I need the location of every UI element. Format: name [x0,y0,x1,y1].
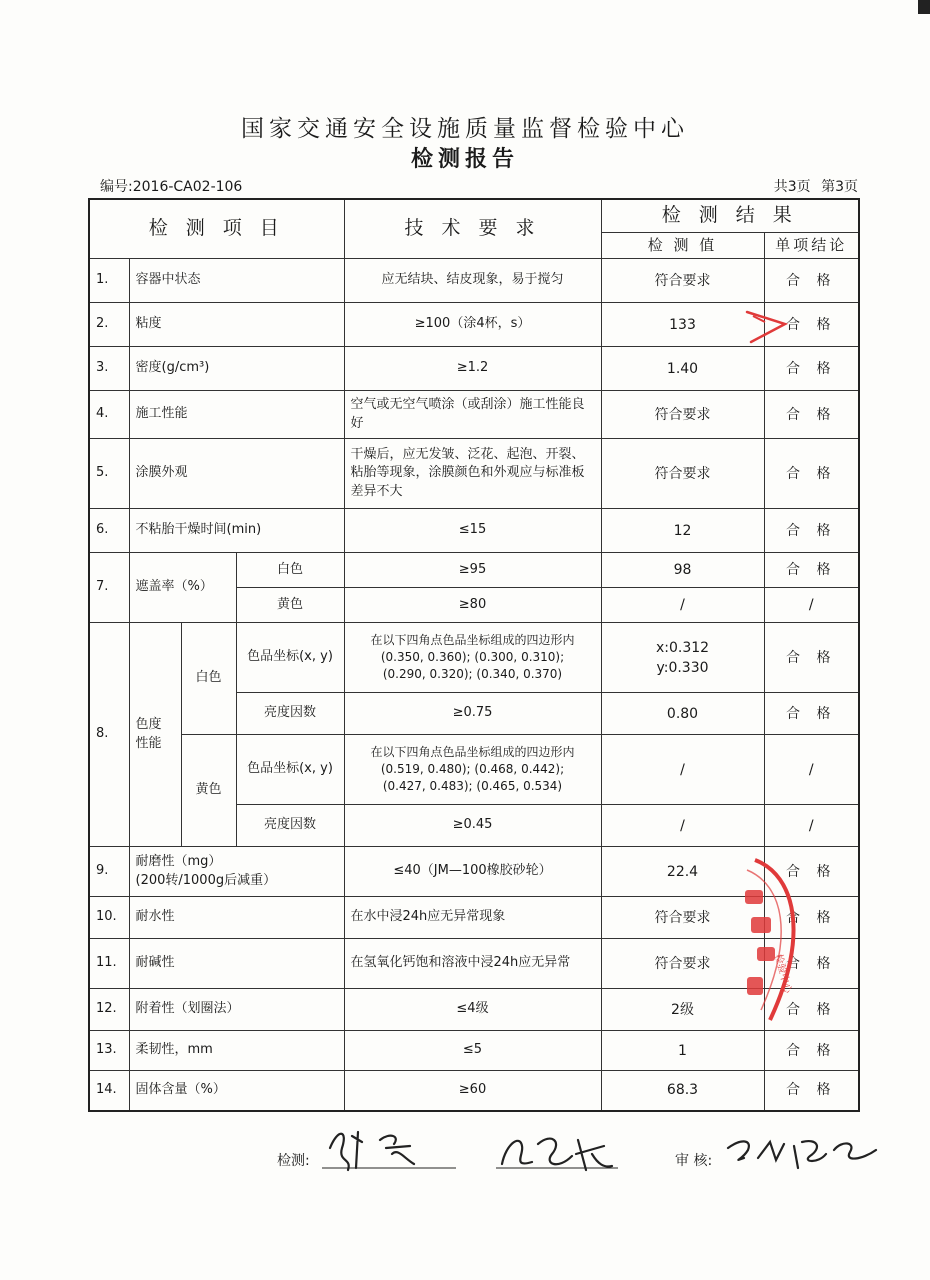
row-requirement: ≥80 [344,588,601,623]
row-no: 10. [89,897,129,939]
row-item-line: 耐磨性（mg） [135,853,222,869]
header-item: 检 测 项 目 [89,199,344,259]
chroma-req-line: 在以下四角点色品坐标组成的四边形内 [370,744,575,759]
row-conclusion: 合 格 [764,847,859,897]
row-value: 符合要求 [601,897,764,939]
sub-label-white: 白色 [236,553,344,588]
row-requirement: 应无结块、结皮现象，易于搅匀 [344,259,601,303]
row-item: 不粘胎干燥时间(min) [129,509,344,553]
stamp-text: 检验中心 [772,952,794,995]
row-item: 柔韧性，mm [129,1031,344,1071]
row-value: 1 [601,1031,764,1071]
luminance-label: 亮度因数 [236,805,344,847]
row-requirement: 在水中浸24h应无异常现象 [344,897,601,939]
chroma-req-line: (0.290, 0.320); (0.340, 0.370) [382,667,563,682]
sub-label-white: 白色 [181,623,236,735]
report-title: 检测报告 [410,147,519,172]
row-conclusion: 合 格 [764,553,859,588]
row-no: 2. [89,303,129,347]
row-conclusion: 合 格 [764,509,859,553]
row-conclusion: 合 格 [764,259,859,303]
row-requirement: 在氢氧化钙饱和溶液中浸24h应无异常 [344,939,601,989]
header-value: 检 测 值 [601,232,764,259]
row-value: 符合要求 [601,439,764,509]
row-conclusion: 合 格 [764,1071,859,1111]
row-requirement: ≥1.2 [344,347,601,391]
header-conclusion: 单项结论 [764,232,859,259]
table-row [89,391,859,439]
row-no: 6. [89,509,129,553]
row-no: 1. [89,259,129,303]
sub-label-yellow: 黄色 [236,588,344,623]
table-row [89,347,859,391]
row-value: 98 [601,553,764,588]
row-value: 22.4 [601,847,764,897]
row-value: 68.3 [601,1071,764,1111]
row-item [129,847,344,897]
sub-label-yellow: 黄色 [181,735,236,847]
row-requirement: ≥100（涂4杯，s） [344,303,601,347]
row-requirement: ≥60 [344,1071,601,1111]
row-no: 13. [89,1031,129,1071]
row-requirement: 空气或无空气喷涂（或刮涂）施工性能良好 [344,391,601,439]
row-item: 粘度 [129,303,344,347]
row-no: 5. [89,439,129,509]
row-item: 遮盖率（%） [129,553,236,623]
chroma-label: 色品坐标(x, y) [236,623,344,693]
row-conclusion: 合 格 [764,623,859,693]
table-row [89,509,859,553]
row-item: 固体含量（%） [129,1071,344,1111]
row-requirement: ≥95 [344,553,601,588]
row-requirement [344,623,601,693]
row-item: 附着性（划圈法） [129,989,344,1031]
table-row [89,1071,859,1111]
row-conclusion: / [764,805,859,847]
row-value: / [601,805,764,847]
row-value: 1.40 [601,347,764,391]
row-conclusion: / [764,735,859,805]
check-mark-icon [745,302,793,346]
row-no: 14. [89,1071,129,1111]
row-conclusion: / [764,588,859,623]
row-conclusion: 合 格 [764,391,859,439]
reviewer-label: 审 核: [675,1153,713,1169]
inspector-label: 检测: [277,1153,310,1169]
row-value: 12 [601,509,764,553]
chroma-x: x:0.312 [655,639,710,656]
inspector-signature [318,1118,458,1178]
chroma-req-line: (0.350, 0.360); (0.300, 0.310); [380,650,565,665]
row-item: 耐碱性 [129,939,344,989]
table-row [89,735,859,805]
row-conclusion: 合 格 [764,1031,859,1071]
table-row [89,303,859,347]
row-no: 11. [89,939,129,989]
row-requirement: ≥0.75 [344,693,601,735]
row-requirement: ≥0.45 [344,805,601,847]
row-no: 4. [89,391,129,439]
row-conclusion: 合 格 [764,693,859,735]
row-item: 涂膜外观 [129,439,344,509]
chroma-label: 色品坐标(x, y) [236,735,344,805]
reviewer-signature [722,1128,882,1178]
row-requirement: ≤40（JM—100橡胶砂轮） [344,847,601,897]
row-value: 133 [601,303,764,347]
row-item: 密度(g/cm³) [129,347,344,391]
page-count: 共3页 第3页 [773,179,858,195]
row-item: 施工性能 [129,391,344,439]
row-conclusion: 合 格 [764,939,859,989]
row-value [601,623,764,693]
row-requirement: ≤5 [344,1031,601,1071]
row-value: / [601,735,764,805]
row-no: 7. [89,553,129,623]
row-requirement: ≤15 [344,509,601,553]
inspection-stamp [735,855,805,1025]
row-item [129,623,181,847]
row-value: 0.80 [601,693,764,735]
row-no: 3. [89,347,129,391]
org-title: 国家交通安全设施质量监督检验中心 [241,116,689,142]
row-requirement [344,735,601,805]
header-requirement: 技 术 要 求 [344,199,601,259]
table-row [89,623,859,693]
chroma-req-line: (0.427, 0.483); (0.465, 0.534) [382,779,563,794]
row-value: 符合要求 [601,259,764,303]
table-row [89,259,859,303]
row-requirement: 干燥后，应无发皱、泛花、起泡、开裂、粘胎等现象，涂膜颜色和外观应与标准板差异不大 [344,439,601,509]
serial-number: 编号:2016-CA02-106 [100,179,243,195]
row-item: 耐水性 [129,897,344,939]
scan-edge-mark [918,0,930,14]
row-value: / [601,588,764,623]
row-item-text: 色度性能 [135,716,162,751]
row-item: 容器中状态 [129,259,344,303]
header-result: 检 测 结 果 [601,199,859,232]
luminance-label: 亮度因数 [236,693,344,735]
chroma-y: y:0.330 [656,659,709,676]
row-conclusion: 合 格 [764,439,859,509]
chroma-req-line: 在以下四角点色品坐标组成的四边形内 [370,632,575,647]
table-row [89,553,859,588]
row-requirement: ≤4级 [344,989,601,1031]
row-no: 12. [89,989,129,1031]
row-conclusion: 合 格 [764,989,859,1031]
row-conclusion: 合 格 [764,897,859,939]
row-conclusion: 合 格 [764,347,859,391]
row-no: 9. [89,847,129,897]
table-row [89,1031,859,1071]
row-item-line: (200转/1000g后减重） [135,872,277,888]
row-no: 8. [89,623,129,847]
row-value: 2级 [601,989,764,1031]
tester-signature [492,1124,622,1180]
chroma-req-line: (0.519, 0.480); (0.468, 0.442); [380,762,565,777]
table-row [89,439,859,509]
row-value: 符合要求 [601,939,764,989]
row-value: 符合要求 [601,391,764,439]
row-conclusion: 合 格 [764,303,859,347]
